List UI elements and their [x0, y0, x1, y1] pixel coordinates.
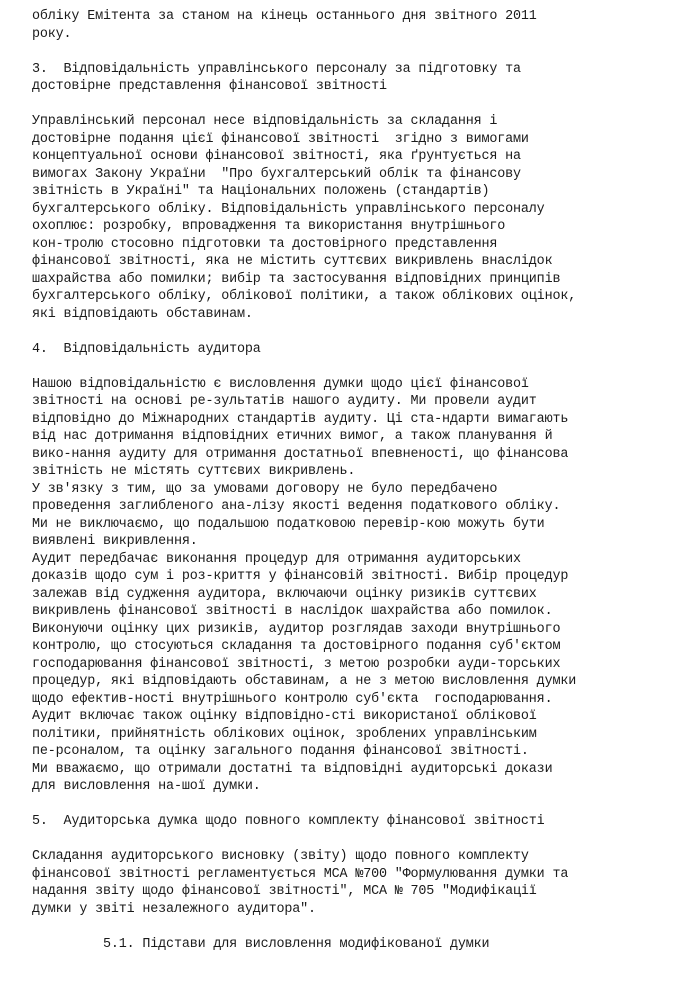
text-line: щодо ефектив-ності внутрішнього контролю суб'єкта господарювання. — [32, 691, 553, 707]
blank-line — [32, 831, 692, 849]
heading-line: 5. Аудиторська думка щодо повного комплекту фінансової звітності — [32, 814, 545, 829]
text-line: господарювання фінансової звітності, з метою розробки ауди-торських — [32, 656, 561, 672]
section-4-body — [32, 376, 692, 796]
section-5-heading — [32, 813, 692, 831]
text-line: звітність в Україні" та Національних положень (стандартів) — [32, 184, 490, 199]
text-line: Виконуючи оцінку цих ризиків, аудитор розглядав заходи внутрішнього — [32, 621, 561, 637]
blank-line — [32, 43, 692, 61]
blank-line — [32, 96, 692, 114]
text-line: фінансової звітності, яка не містить суттєвих викривлень внаслідок — [32, 254, 553, 269]
text-line: охоплює: розробку, впровадження та використання внутрішнього — [32, 219, 506, 234]
text-line: від нас дотримання відповідних етичних вимог, а також планування й — [32, 429, 553, 444]
document-page — [32, 8, 692, 953]
blank-line — [32, 358, 692, 376]
text-line: надання звіту щодо фінансової звітності", МСА № 705 "Модифікації — [32, 884, 537, 899]
text-line: звітність не містять суттєвих викривлень. — [32, 464, 356, 479]
text-line: відповідно до Міжнародних стандартів аудиту. Ці ста-ндарти вимагають — [32, 411, 569, 427]
text-line: процедур, які відповідають обставинам, а не з метою висловлення думки — [32, 674, 577, 689]
text-line: залежав від судження аудитора, включаючи оцінку ризиків суттєвих — [32, 586, 537, 602]
text-line: доказів щодо сум і роз-криття у фінансовій звітності. Вибір процедур — [32, 569, 569, 584]
section-3-heading — [32, 61, 692, 96]
heading-line: 5.1. Підстави для висловлення модифікованої думки — [32, 936, 490, 952]
heading-line: 4. Відповідальність аудитора — [32, 341, 261, 357]
section-5-body — [32, 848, 692, 918]
text-line: виявлені викривлення. — [32, 534, 198, 549]
text-line: вико-нання аудиту для отримання достатньої впевненості, що фінансова — [32, 446, 569, 462]
blank-line — [32, 323, 692, 341]
text-line: проведення заглибленого ана-лізу якості ведення податкового обліку. — [32, 499, 561, 514]
text-line: Ми не виключаємо, що подальшою податковою перевір-кою можуть бути — [32, 516, 545, 532]
heading-line: достовірне представлення фінансової звітності — [32, 79, 387, 94]
text-line: Складання аудиторського висновку (звіту) щодо повного комплекту — [32, 849, 529, 864]
text-line: Управлінський персонал несе відповідальність за складання і — [32, 114, 498, 129]
text-line: викривлень фінансової звітності в наслідок шахрайства або помилок. — [32, 604, 553, 619]
text-line: Ми вважаємо, що отримали достатні та відповідні аудиторські докази — [32, 761, 553, 777]
blank-line — [32, 918, 692, 936]
text-line: шахрайства або помилки; вибір та застосування відповідних принципів — [32, 271, 561, 287]
text-line: Аудит передбачає виконання процедур для отримання аудиторських — [32, 551, 521, 567]
section-5-1-heading — [32, 936, 692, 954]
text-line: які відповідають обставинам. — [32, 306, 253, 322]
text-line: контролю, що стосуються складання та достовірного подання суб'єктом — [32, 639, 561, 654]
blank-line — [32, 796, 692, 814]
text-line: звітності на основі ре-зультатів нашого аудиту. Ми провели аудит — [32, 394, 537, 409]
text-line: Аудит включає також оцінку відповідно-сті використаної облікової — [32, 709, 537, 724]
intro-paragraph — [32, 8, 692, 43]
section-3-body — [32, 113, 692, 323]
text-line: політики, прийнятність облікових оцінок, зроблених управлінським — [32, 726, 537, 742]
text-line: фінансової звітності регламентується МСА №700 "Формулювання думки та — [32, 866, 569, 882]
text-line: обліку Емітента за станом на кінець останнього дня звітного 2011 — [32, 9, 537, 24]
text-line: думки у звіті незалежного аудитора". — [32, 901, 316, 917]
text-line: концептуальної основи фінансової звітності, яка ґрунтується на — [32, 149, 521, 164]
heading-line: 3. Відповідальність управлінського персоналу за підготовку та — [32, 61, 521, 77]
text-line: Нашою відповідальністю є висловлення думки щодо цієї фінансової — [32, 376, 529, 392]
text-line: пе-рсоналом, та оцінку загального подання фінансової звітності. — [32, 744, 529, 759]
text-line: вимогах Закону України "Про бухгалтерський облік та фінансову — [32, 166, 521, 182]
text-line: бухгалтерського обліку. Відповідальність управлінського персоналу — [32, 201, 545, 217]
section-4-heading — [32, 341, 692, 359]
text-line: року. — [32, 26, 72, 42]
text-line: бухгалтерського обліку, облікової політики, а також облікових оцінок, — [32, 289, 577, 304]
text-line: достовірне подання цієї фінансової звітності згідно з вимогами — [32, 131, 529, 147]
text-line: кон-тролю стосовно підготовки та достовірного представлення — [32, 236, 498, 252]
text-line: для висловлення на-шої думки. — [32, 779, 261, 794]
text-line: У зв'язку з тим, що за умовами договору не було передбачено — [32, 481, 498, 497]
